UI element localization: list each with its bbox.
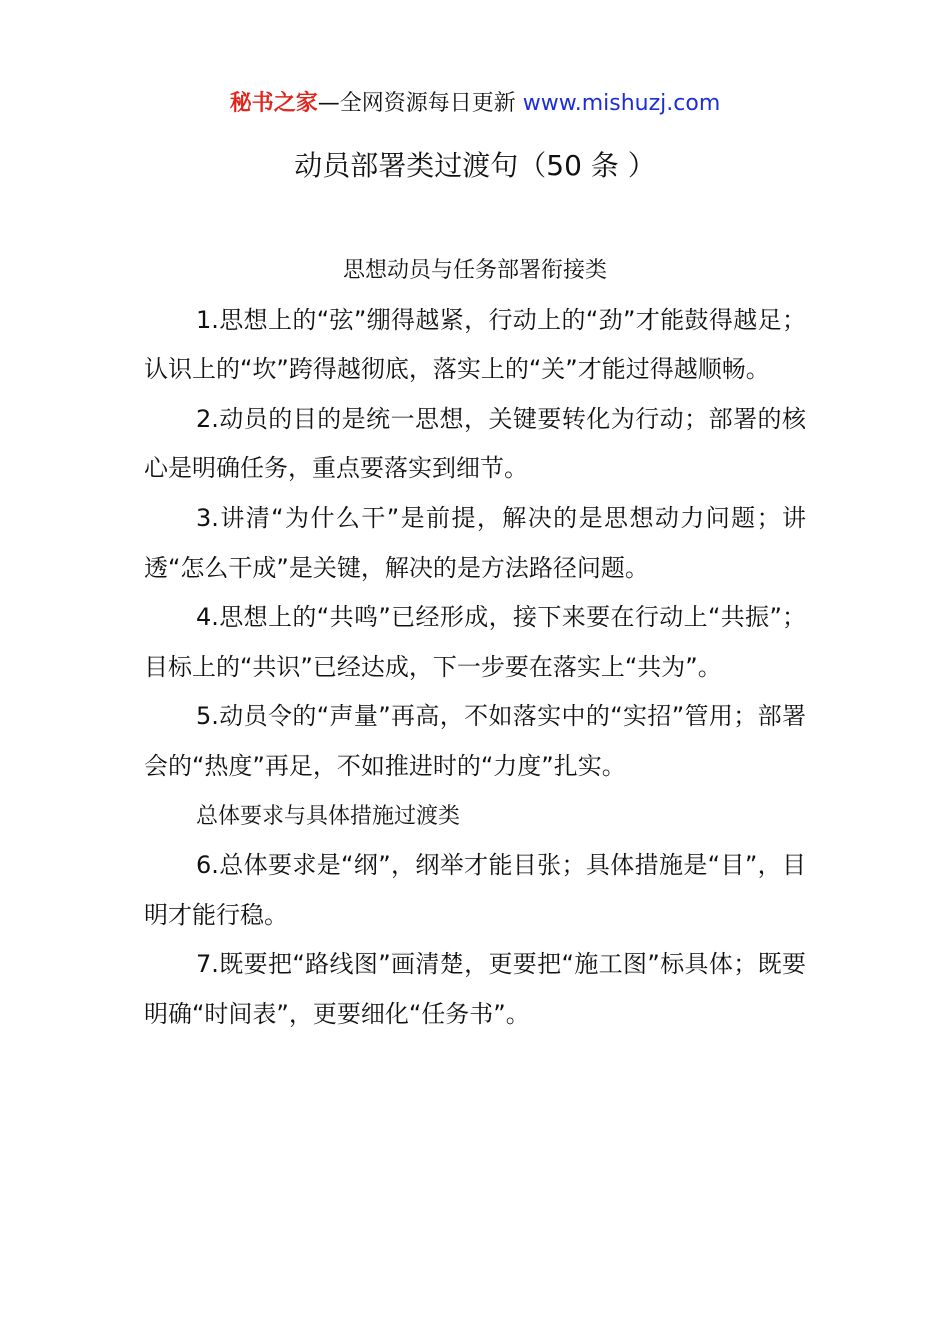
- paragraph: 4.思想上的“共鸣”已经形成，接下来要在行动上“共振”；目标上的“共识”已经达成，下一步要在落实上“共为”。: [144, 603, 806, 681]
- site-header: [0, 88, 950, 120]
- site-url-link[interactable]: www.mishuzj.com: [522, 91, 721, 116]
- paragraph: 6.总体要求是“纲”，纲举才能目张；具体措施是“目”，目明才能行稳。: [144, 851, 806, 929]
- site-name: 秘书之家: [229, 91, 318, 116]
- paragraph: 7.既要把“路线图”画清楚，更要把“施工图”标具体；既要明确“时间表”，更要细化“任务书”。: [144, 950, 806, 1028]
- site-tagline: —全网资源每日更新: [317, 91, 523, 116]
- paragraph: 2.动员的目的是统一思想，关键要转化为行动；部署的核心是明确任务，重点要落实到细节。: [144, 404, 806, 483]
- section-heading: 思想动员与任务部署衔接类: [342, 258, 607, 283]
- paragraph: 5.动员令的“声量”再高，不如落实中的“实招”管用；部署会的“热度”再足，不如推进时的“力度”扎实。: [144, 702, 806, 780]
- paragraph: 1.思想上的“弦”绷得越紧，行动上的“劲”才能鼓得越足；认识上的“坎”跨得越彻底，落实上的“关”才能过得越顺畅。: [144, 305, 806, 384]
- document-body: [144, 246, 806, 1040]
- document-title: 动员部署类过渡句（50 条 ）: [294, 149, 656, 182]
- section-heading: 总体要求与具体措施过渡类: [196, 803, 461, 829]
- paragraph: 3.讲清“为什么干”是前提，解决的是思想动力问题；讲透“怎么干成”是关键，解决的是方法路径问题。: [144, 503, 806, 582]
